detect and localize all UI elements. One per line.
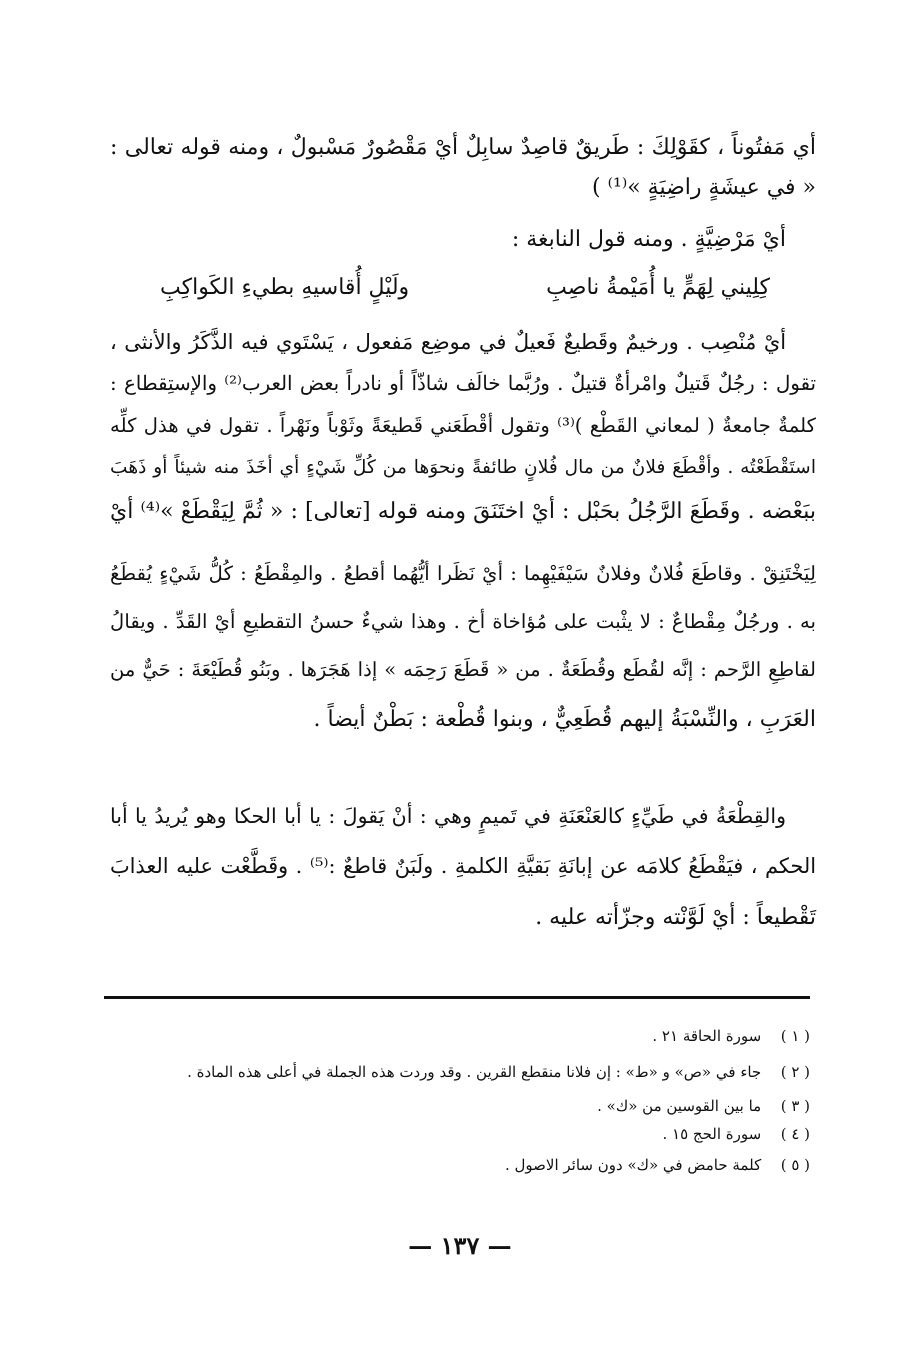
footnote-text: جاء في «ص» و «ط» : إن فلانا منقطع القرين . وقد وردت هذه الجملة في أعلى هذه المادة . xyxy=(187,1063,762,1081)
body-line: لقاطِعِ الرَّحم : إنَّه لقُطَع وقُطَعَةٌ . من « قَطَعَ رَحِمَه » إذا هَجَرَها . وبَنُو قُطَيْعَةَ : حَيٌّ من xyxy=(110,658,816,681)
poetry-verse xyxy=(160,268,770,308)
page-number: — ١٣٧ — xyxy=(408,1231,512,1260)
body-line: تقول : رجُلٌ قَتيلٌ وامْرأةٌ قتيلٌ . ورُبَّما خالَف شاذّاً أو نادراً بعض العرب⁽²⁾ والإستِقطاع : xyxy=(110,372,816,395)
body-line: أي مَفتُوناً ، كقَوْلِكَ : طَريقٌ قاصِدٌ سابِلٌ أيْ مَقْصُورٌ مَسْبولٌ ، ومنه قوله تعالى : xyxy=(110,135,816,160)
footnote xyxy=(110,1094,810,1118)
body-line: كلمةٌ جامعةٌ ( لمعاني القَطْع )⁽³⁾ وتقول أقْطَعَني قَطيعَةً وثَوْباً ونَهْراً . تقول في هذل كلِّه xyxy=(110,414,816,437)
body-line: تَقْطيعاً : أيْ لَوَّنْته وجزّأته عليه . xyxy=(535,905,816,930)
footnote-number: ( ٤ ) xyxy=(780,1125,810,1143)
footnote-separator xyxy=(104,996,810,999)
body-line: لِيَخْتَنِقْ . وقاطَعَ فُلانٌ وفلانٌ سَيْفَيْهِما : أيْ نَظَرا أيُّهُما أقطعُ . والمِقْطَعُ : كُلُّ شَيْءٍ يُقطَعُ xyxy=(110,562,816,585)
footnote-text: سورة الحاقة ٢١ . xyxy=(652,1027,762,1045)
body-line: أيْ مَرْضِيَّةٍ . ومنه قول النابغة : xyxy=(511,227,786,252)
body-line: « في عيشَةٍ راضِيَةٍ »⁽¹⁾ ) xyxy=(592,175,816,200)
body-line: ببَعْضه . وقَطَعَ الرَّجُلُ بحَبْل : أيْ اختَنَقَ ومنه قوله [تعالى] : « ثُمَّ لِيَقْطَعْ »⁽⁴⁾ أيْ xyxy=(110,499,816,524)
footnote xyxy=(110,1060,810,1084)
footnote-text: كلمة حامض في «ك» دون سائر الاصول . xyxy=(504,1156,762,1174)
footnote xyxy=(110,1024,810,1048)
footnote-text: ما بين القوسين من «ك» . xyxy=(597,1097,762,1115)
verse-second-hemistich: ولَيْلٍ أُقاسيهِ بطيءِ الكَواكِبِ xyxy=(160,275,410,300)
footnote-number: ( ١ ) xyxy=(780,1027,810,1045)
footnote-number: ( ٣ ) xyxy=(780,1097,810,1115)
footnote-number: ( ٢ ) xyxy=(780,1063,810,1081)
body-line: أيْ مُنْصِب . ورخيمٌ وقَطيعٌ فَعيلٌ في موضِع مَفعول ، يَسْتَوي فيه الذَّكَرُ والأنثى ، xyxy=(110,330,786,354)
footnote xyxy=(110,1122,810,1146)
body-line: العَرَبِ ، والنِّسْبَةُ إليهم قُطَعِيٌّ ، وبنوا قُطْعة : بَطْنٌ أيضاً . xyxy=(313,707,816,732)
body-line: به . ورجُلٌ مِقْطاعٌ : لا يثْبت على مُؤاخاة أخ . وهذا شيءٌ حسنُ التقطيعِ أيْ القَدِّ . ويقالُ xyxy=(110,610,816,633)
footnote xyxy=(110,1153,810,1177)
verse-first-hemistich: كِلِيني لِهَمٍّ يا أُمَيْمةُ ناصِبِ xyxy=(546,275,770,300)
footnote-text: سورة الحج ١٥ . xyxy=(662,1125,762,1143)
body-line: الحكم ، فيَقْطَعُ كلامَه عن إبانَةِ بَقيَّةِ الكلمةِ . ولَبَنٌ قاطعٌ :⁽⁵⁾ . وقَطَّعْت عليه العذابَ xyxy=(110,854,816,878)
body-line: والقِطْعَةُ في طَيِّءٍ كالعَنْعَنَةِ في تَميمٍ وهي : أنْ يَقولَ : يا أبا الحكا وهو يُريدُ يا أبا xyxy=(110,804,786,828)
footnote-number: ( ٥ ) xyxy=(780,1156,810,1174)
body-line: استَقْطَعْتُه . وأقْطَعَ فلانٌ من مال فُلانٍ طائفةً ونحوَها من كُلِّ شَيْءٍ أي أخَذَ منه شيئاً أو ذَهَبَ xyxy=(110,457,816,478)
